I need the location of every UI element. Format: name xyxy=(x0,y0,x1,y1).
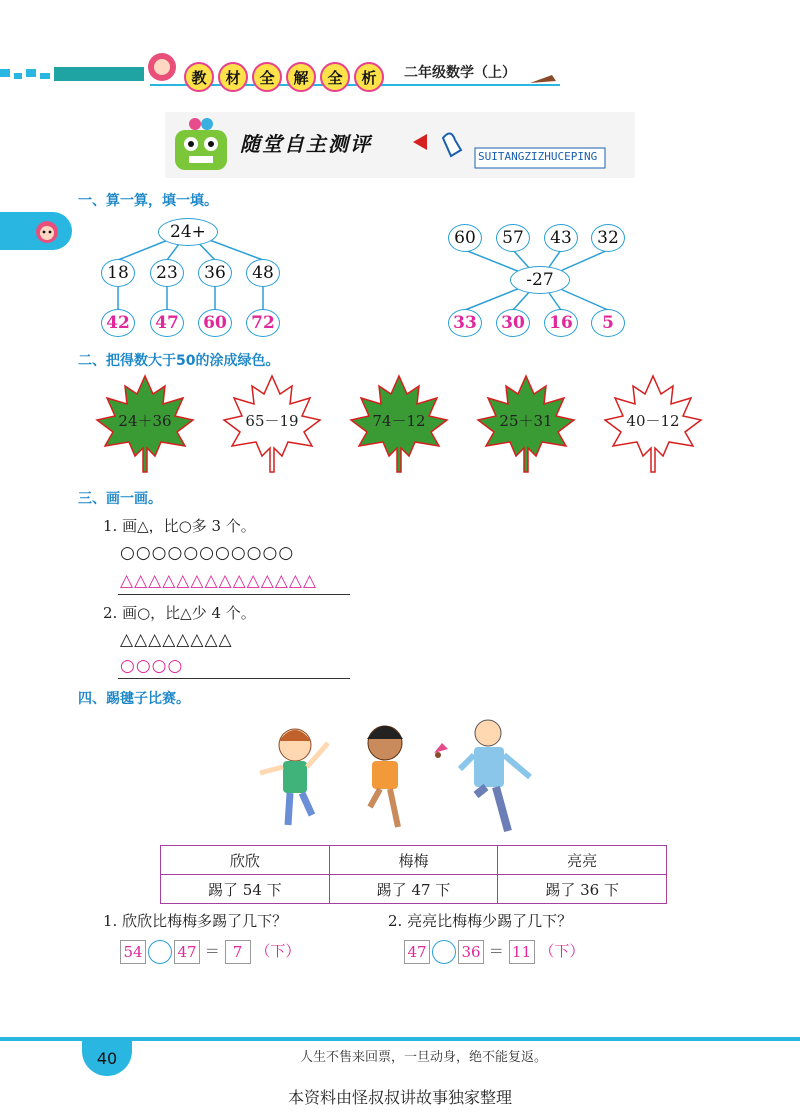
answer-circles: ○○○○ xyxy=(120,656,184,676)
equation-2 xyxy=(404,940,584,964)
input-node: 23 xyxy=(150,259,184,287)
input-node: 18 xyxy=(101,259,135,287)
table-row xyxy=(161,875,667,904)
leaf-expression: 74－12 xyxy=(372,412,426,430)
answer-node: 30 xyxy=(496,309,530,337)
header-title-char: 解 xyxy=(286,62,316,92)
section-heading: 二、把得数大于50的涂成绿色。 xyxy=(78,353,280,369)
question-text: 2. 画○，比△少 4 个。 xyxy=(103,604,256,622)
operator-node: 24+ xyxy=(158,218,218,246)
leaf-expression: 24＋36 xyxy=(118,412,172,430)
table-cell: 踢了 36 下 xyxy=(498,875,667,904)
header-title-char: 教 xyxy=(184,62,214,92)
question-text: 1. 画△，比○多 3 个。 xyxy=(103,517,256,535)
input-node: 32 xyxy=(591,224,625,252)
answer-box: 54 xyxy=(120,940,146,964)
mascot-icon xyxy=(32,216,62,246)
page-number: 40 xyxy=(82,1040,132,1076)
answer-box: 47 xyxy=(404,940,430,964)
banner-pinyin: SUITANGZIZHUCEPING xyxy=(478,150,598,163)
section-heading: 四、踢毽子比赛。 xyxy=(78,691,190,707)
input-node: 48 xyxy=(246,259,280,287)
answer-box: 11 xyxy=(509,940,535,964)
answer-line xyxy=(118,594,350,595)
answer-node: 47 xyxy=(150,309,184,337)
question-text: 1. 欣欣比梅梅多踢了几下？ xyxy=(103,912,288,930)
kids-playing-illustration xyxy=(250,715,550,840)
given-circles: ○○○○○○○○○○○ xyxy=(120,543,295,563)
header-title-char: 全 xyxy=(252,62,282,92)
footer-motto: 人生不售来回票，一旦动身，绝不能复返。 xyxy=(300,1050,548,1065)
given-triangles: △△△△△△△△ xyxy=(120,630,233,650)
banner-title: 随堂自主测评 xyxy=(240,132,372,156)
header-title-char: 全 xyxy=(320,62,350,92)
answer-line xyxy=(118,678,350,679)
kick-results-table xyxy=(160,845,667,904)
table-cell: 踢了 54 下 xyxy=(161,875,330,904)
leaf-expression: 65－19 xyxy=(245,412,299,430)
unit-label: （下） xyxy=(255,942,301,960)
input-node: 36 xyxy=(198,259,232,287)
leaf-expression: 40－12 xyxy=(626,412,680,430)
answer-node: 5 xyxy=(591,309,625,337)
header-title-char: 材 xyxy=(218,62,248,92)
operator-circle xyxy=(432,940,456,964)
header-title-char: 析 xyxy=(354,62,384,92)
table-row xyxy=(161,846,667,875)
input-node: 60 xyxy=(448,224,482,252)
answer-node: 60 xyxy=(198,309,232,337)
operator-circle xyxy=(148,940,172,964)
answer-box: 36 xyxy=(458,940,484,964)
input-node: 43 xyxy=(544,224,578,252)
section-heading: 三、画一画。 xyxy=(78,491,162,507)
table-cell: 梅梅 xyxy=(329,846,498,875)
equals-sign: ＝ xyxy=(488,942,504,960)
input-node: 57 xyxy=(496,224,530,252)
header-decoration xyxy=(0,45,800,100)
equals-sign: ＝ xyxy=(204,942,220,960)
banner-graphic xyxy=(165,112,635,178)
answer-box: 7 xyxy=(225,940,251,964)
equation-1 xyxy=(120,940,300,964)
table-cell: 踢了 47 下 xyxy=(329,875,498,904)
answer-box: 47 xyxy=(174,940,200,964)
answer-node: 33 xyxy=(448,309,482,337)
leaf-expression: 25＋31 xyxy=(499,412,553,430)
answer-triangles: △△△△△△△△△△△△△△ xyxy=(120,571,318,591)
table-cell: 欣欣 xyxy=(161,846,330,875)
operator-node: -27 xyxy=(510,266,570,294)
unit-label: （下） xyxy=(539,942,585,960)
side-tab xyxy=(0,212,72,250)
footer-credit: 本资料由怪叔叔讲故事独家整理 xyxy=(287,1088,512,1107)
section-heading: 一、算一算，填一填。 xyxy=(78,193,218,209)
table-cell: 亮亮 xyxy=(498,846,667,875)
answer-node: 72 xyxy=(246,309,280,337)
subject-label: 二年级数学（上） xyxy=(404,65,516,81)
answer-node: 16 xyxy=(544,309,578,337)
question-text: 2. 亮亮比梅梅少踢了几下？ xyxy=(388,912,573,930)
answer-node: 42 xyxy=(101,309,135,337)
